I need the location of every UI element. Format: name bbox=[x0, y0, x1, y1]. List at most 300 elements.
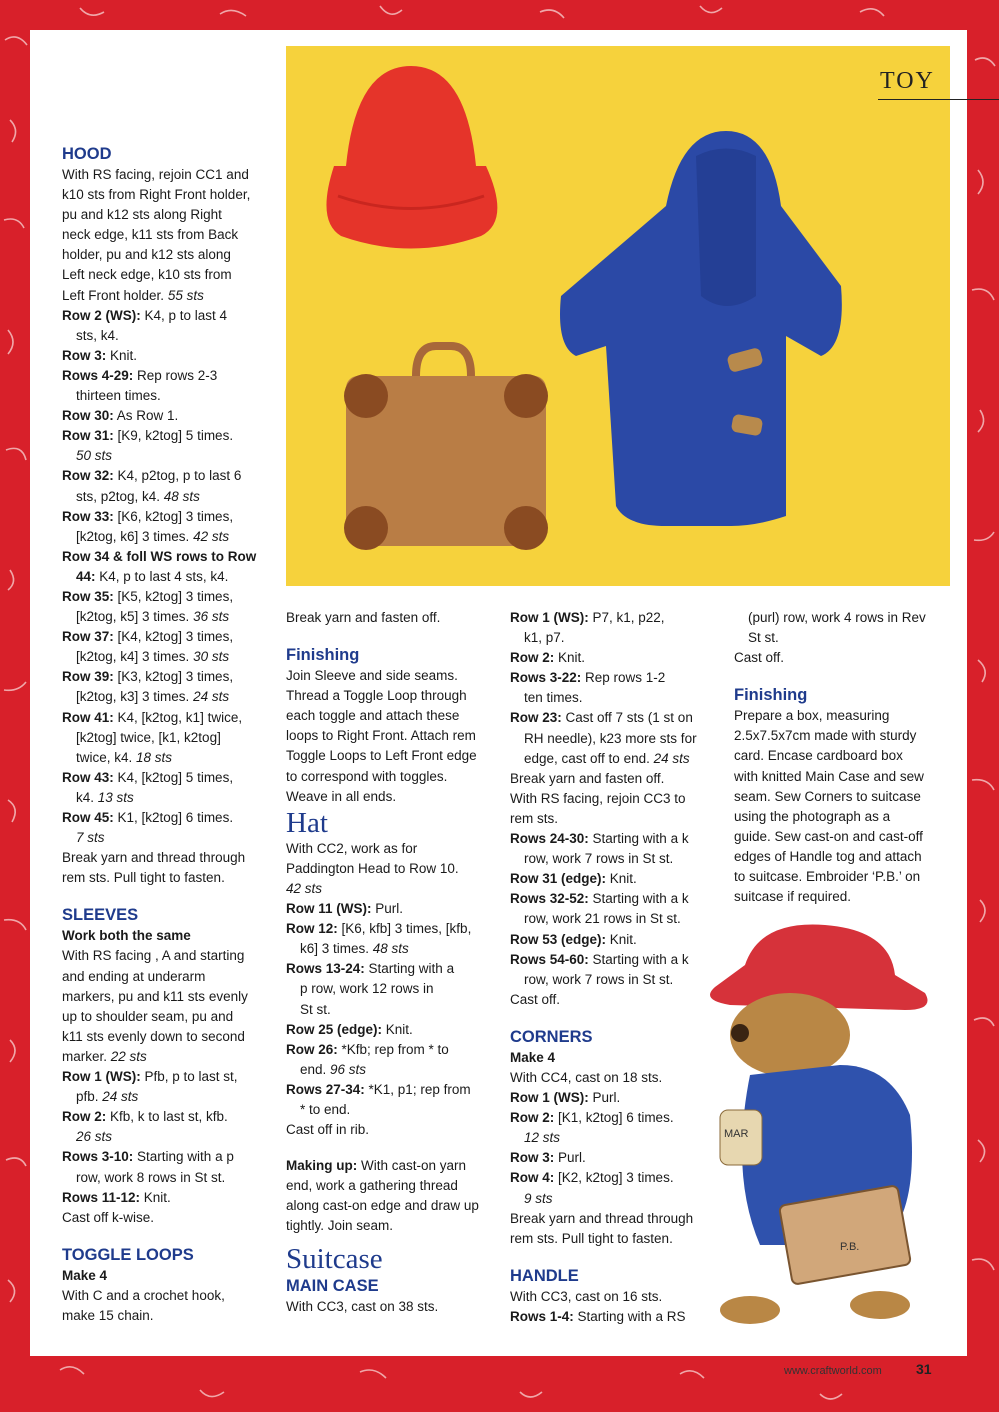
row-text: [K4, k2tog] 3 times, bbox=[113, 629, 234, 645]
row-text: [k2tog, k6] 3 times. bbox=[76, 528, 190, 544]
pattern-line bbox=[734, 767, 944, 787]
pattern-line bbox=[286, 959, 496, 979]
pattern-line bbox=[62, 667, 272, 687]
row-text: Starting with a k bbox=[588, 831, 689, 847]
pattern-line bbox=[62, 647, 272, 667]
pattern-line bbox=[510, 889, 720, 909]
pattern-line bbox=[62, 828, 272, 848]
pattern-line bbox=[510, 1229, 720, 1249]
pattern-line bbox=[510, 1128, 720, 1148]
row-text: markers, pu and k11 sts evenly bbox=[62, 988, 248, 1004]
row-text: With CC3, cast on 38 sts. bbox=[286, 1298, 439, 1314]
pattern-line bbox=[286, 859, 496, 879]
section-heading: HANDLE bbox=[510, 1266, 579, 1285]
row-text: Cast off. bbox=[734, 650, 785, 666]
row-text: p row, work 12 rows in bbox=[300, 981, 434, 997]
row-text: Prepare a box, measuring bbox=[734, 708, 890, 724]
row-label: Row 1 (WS): bbox=[510, 1090, 589, 1106]
section-heading: SLEEVES bbox=[62, 906, 139, 925]
stitch-count: 48 sts bbox=[369, 941, 409, 957]
row-label: Rows 1-4: bbox=[510, 1308, 574, 1324]
pattern-line bbox=[510, 648, 720, 668]
pattern-line bbox=[510, 1088, 720, 1108]
row-text: 2.5x7.5x7cm made with sturdy bbox=[734, 728, 917, 744]
pattern-line bbox=[286, 939, 496, 959]
pattern-line bbox=[286, 899, 496, 919]
pattern-line bbox=[286, 1080, 496, 1100]
row-label: Row 4: bbox=[510, 1170, 555, 1186]
row-text: pfb. bbox=[76, 1089, 99, 1105]
row-text: marker. bbox=[62, 1048, 108, 1064]
pattern-line bbox=[510, 729, 720, 749]
row-text: rem sts. bbox=[510, 810, 559, 826]
pattern-line bbox=[286, 1060, 496, 1080]
pattern-line bbox=[286, 787, 496, 807]
row-label: Rows 32-52: bbox=[510, 891, 589, 907]
pattern-line bbox=[62, 306, 272, 326]
row-text: Starting with a k bbox=[588, 891, 689, 907]
pattern-line bbox=[510, 1209, 720, 1229]
pattern-line bbox=[510, 869, 720, 889]
stitch-count: 55 sts bbox=[164, 287, 204, 303]
row-text: tightly. Join seam. bbox=[286, 1218, 394, 1234]
row-text: sts, p2tog, k4. bbox=[76, 488, 161, 504]
pattern-line bbox=[286, 767, 496, 787]
pattern-line bbox=[510, 950, 720, 970]
pattern-line bbox=[62, 1306, 272, 1326]
row-label: Row 30: bbox=[62, 408, 114, 424]
row-label: Making up: bbox=[286, 1158, 358, 1174]
row-text: row, work 7 rows in St st. bbox=[524, 851, 674, 867]
row-text: Paddington Head to Row 10. bbox=[286, 860, 459, 876]
pattern-line bbox=[734, 608, 944, 628]
pattern-line bbox=[62, 627, 272, 647]
row-text: using the photograph as a bbox=[734, 808, 891, 824]
section-heading: TOGGLE LOOPS bbox=[62, 1245, 194, 1264]
row-label: Row 53 (edge): bbox=[510, 931, 607, 947]
pattern-line bbox=[62, 788, 272, 808]
stitch-count: 36 sts bbox=[189, 609, 230, 625]
pattern-line bbox=[62, 265, 272, 285]
row-text: Join Sleeve and side seams. bbox=[286, 668, 458, 684]
row-text: Cast off. bbox=[510, 991, 561, 1007]
section-heading: CORNERS bbox=[510, 1027, 593, 1046]
row-text: [K6, kfb] 3 times, [kfb, bbox=[337, 921, 472, 937]
pattern-line bbox=[62, 587, 272, 607]
pattern-line bbox=[510, 688, 720, 708]
row-text: rem sts. Pull tight to fasten. bbox=[510, 1230, 673, 1246]
row-text: Starting with a k bbox=[588, 951, 689, 967]
pattern-line bbox=[510, 990, 720, 1010]
spacer bbox=[510, 1010, 720, 1026]
pattern-line bbox=[62, 1067, 272, 1087]
stitch-count: 9 sts bbox=[524, 1190, 553, 1206]
stitch-count: 7 sts bbox=[76, 830, 105, 846]
spacer bbox=[62, 1228, 272, 1244]
pattern-line bbox=[62, 567, 272, 587]
pattern-line bbox=[734, 726, 944, 746]
pattern-line bbox=[286, 919, 496, 939]
stitch-count: 22 sts bbox=[107, 1048, 147, 1064]
row-text: With CC2, work as for bbox=[286, 840, 418, 856]
stitch-count: 96 sts bbox=[326, 1061, 367, 1077]
row-text: *K1, p1; rep from bbox=[364, 1081, 471, 1097]
product-photo bbox=[286, 46, 950, 586]
pattern-line bbox=[62, 527, 272, 547]
row-text: [k2tog, k3] 3 times. bbox=[76, 689, 190, 705]
pattern-line bbox=[62, 386, 272, 406]
pattern-line bbox=[286, 746, 496, 766]
pattern-line bbox=[62, 346, 272, 366]
stitch-count: 18 sts bbox=[132, 749, 173, 765]
section-heading: Finishing bbox=[286, 646, 360, 665]
row-text: With RS facing, rejoin CC3 to bbox=[510, 790, 686, 806]
section-heading: HOOD bbox=[62, 145, 112, 163]
row-text: Knit. bbox=[382, 1021, 413, 1037]
row-label: Rows 27-34: bbox=[286, 1081, 365, 1097]
stitch-count: 42 sts bbox=[286, 880, 323, 896]
pattern-line bbox=[62, 507, 272, 527]
pattern-line bbox=[510, 829, 720, 849]
spacer bbox=[286, 628, 496, 644]
pattern-line bbox=[62, 987, 272, 1007]
pattern-line bbox=[510, 1287, 720, 1307]
row-text: pu and k12 sts along Right bbox=[62, 207, 222, 223]
pattern-line bbox=[62, 708, 272, 728]
row-label: Row 31 (edge): bbox=[510, 871, 607, 887]
pattern-line bbox=[62, 245, 272, 265]
pattern-line bbox=[286, 1196, 496, 1216]
row-text: Rep rows 2-3 bbox=[133, 367, 218, 383]
spacer bbox=[286, 1140, 496, 1156]
pattern-line bbox=[62, 1047, 272, 1067]
row-text: K4, p to last 4 sts, k4. bbox=[95, 568, 229, 584]
pattern-line bbox=[286, 666, 496, 686]
row-label: Row 11 (WS): bbox=[286, 901, 372, 917]
row-text: Rep rows 1-2 bbox=[581, 670, 666, 686]
row-text: row, work 7 rows in St st. bbox=[524, 971, 674, 987]
row-label: Row 1 (WS): bbox=[62, 1069, 141, 1085]
row-text: *Kfb; rep from * to bbox=[337, 1041, 449, 1057]
row-text: k4. bbox=[76, 789, 95, 805]
stitch-count: 26 sts bbox=[76, 1129, 113, 1145]
row-text: With CC4, cast on 18 sts. bbox=[510, 1069, 663, 1085]
row-text: k6] 3 times. bbox=[300, 941, 370, 957]
pattern-line bbox=[510, 668, 720, 688]
pattern-line bbox=[734, 807, 944, 827]
pattern-line bbox=[286, 1297, 496, 1317]
pattern-line bbox=[734, 867, 944, 887]
row-text: thirteen times. bbox=[76, 388, 161, 404]
pattern-column-2 bbox=[286, 608, 496, 1317]
row-label: Row 41: bbox=[62, 709, 114, 725]
pattern-line bbox=[62, 225, 272, 245]
jar-label: MAR bbox=[724, 1128, 749, 1140]
pattern-line bbox=[62, 687, 272, 707]
row-text: Left neck edge, k10 sts from bbox=[62, 267, 232, 283]
row-text: [K9, k2tog] 5 times. bbox=[113, 428, 234, 444]
row-label: Row 1 (WS): bbox=[510, 610, 589, 625]
row-text: As Row 1. bbox=[113, 408, 179, 424]
row-text: * to end. bbox=[300, 1101, 351, 1117]
pattern-line bbox=[62, 446, 272, 466]
row-text: Cast off k-wise. bbox=[62, 1209, 155, 1225]
pattern-line bbox=[510, 789, 720, 809]
row-text: rem sts. Pull tight to fasten. bbox=[62, 870, 225, 886]
row-text: k1, p7. bbox=[524, 630, 565, 646]
row-text: Knit. bbox=[606, 871, 637, 887]
row-label: Row 35: bbox=[62, 588, 114, 604]
row-text: and ending at underarm bbox=[62, 968, 206, 984]
pattern-column-3 bbox=[510, 608, 720, 1327]
row-label: Rows 3-22: bbox=[510, 670, 582, 686]
bold-line: Row 34 & foll WS rows to Row bbox=[62, 548, 257, 564]
pattern-line bbox=[62, 1188, 272, 1208]
row-text: With RS facing, rejoin CC1 and bbox=[62, 167, 249, 182]
pattern-line bbox=[734, 887, 944, 907]
pattern-line bbox=[62, 1127, 272, 1147]
row-label: 44: bbox=[76, 568, 96, 584]
row-text: K4, [k2tog] 5 times, bbox=[113, 769, 234, 785]
pattern-line bbox=[62, 1147, 272, 1167]
row-text: Toggle Loops to Left Front edge bbox=[286, 748, 477, 764]
pattern-line bbox=[510, 1148, 720, 1168]
pattern-line bbox=[62, 1087, 272, 1107]
pattern-line bbox=[62, 946, 272, 966]
pattern-line bbox=[62, 286, 272, 306]
row-text: With CC3, cast on 16 sts. bbox=[510, 1288, 663, 1304]
paddington-illustration bbox=[690, 915, 960, 1335]
row-label: Rows 13-24: bbox=[286, 961, 365, 977]
pattern-line bbox=[510, 1168, 720, 1188]
pattern-line bbox=[286, 726, 496, 746]
row-label: Row 39: bbox=[62, 669, 114, 685]
pattern-line bbox=[286, 1120, 496, 1140]
row-text: Knit. bbox=[140, 1189, 171, 1205]
row-label: Row 26: bbox=[286, 1041, 338, 1057]
row-label: Row 3: bbox=[62, 347, 107, 363]
row-label: Row 37: bbox=[62, 629, 114, 645]
row-text: k11 sts evenly down to second bbox=[62, 1028, 245, 1044]
section-title: Hat bbox=[286, 806, 328, 839]
row-text: [k2tog] twice, [k1, k2tog] bbox=[76, 729, 221, 745]
pattern-line bbox=[286, 1156, 496, 1176]
row-text: to correspond with toggles. bbox=[286, 768, 448, 784]
pattern-line bbox=[286, 879, 496, 899]
row-label: Row 31: bbox=[62, 428, 114, 444]
page-number: 31 bbox=[916, 1361, 932, 1377]
pattern-line bbox=[62, 487, 272, 507]
pattern-line bbox=[62, 728, 272, 748]
row-label: Rows 3-10: bbox=[62, 1149, 134, 1165]
row-text: k10 sts from Right Front holder, bbox=[62, 187, 251, 203]
bold-line: Work both the same bbox=[62, 928, 191, 944]
pattern-line bbox=[510, 769, 720, 789]
pattern-line bbox=[62, 748, 272, 768]
row-text: Break yarn and fasten off. bbox=[286, 610, 441, 625]
row-text: up to shoulder seam, pu and bbox=[62, 1008, 234, 1024]
stitch-count: 13 sts bbox=[94, 789, 134, 805]
stitch-count: 24 sts bbox=[649, 750, 690, 766]
row-label: Row 33: bbox=[62, 508, 114, 524]
row-label: Row 23: bbox=[510, 710, 562, 726]
pattern-line bbox=[62, 466, 272, 486]
row-text: to suitcase. Embroider ‘P.B.’ on bbox=[734, 869, 921, 885]
row-label: Row 43: bbox=[62, 769, 114, 785]
pattern-line bbox=[510, 930, 720, 950]
section-heading: MAIN CASE bbox=[286, 1276, 379, 1295]
section-tag: TOY bbox=[880, 68, 935, 94]
footer-url: www.craftworld.com bbox=[784, 1365, 882, 1377]
pattern-line bbox=[286, 1020, 496, 1040]
row-text: Cast off 7 sts (1 st on bbox=[561, 710, 693, 726]
pattern-line bbox=[286, 839, 496, 859]
bold-line: Make 4 bbox=[62, 1267, 108, 1283]
section-tag-rule bbox=[878, 99, 999, 100]
row-text: edges of Handle tog and attach bbox=[734, 848, 922, 864]
row-text: Cast off in rib. bbox=[286, 1122, 370, 1138]
row-text: K4, p to last 4 bbox=[140, 307, 228, 323]
row-text: along cast-on edge and draw up bbox=[286, 1198, 479, 1214]
row-text: [K5, k2tog] 3 times, bbox=[113, 588, 234, 604]
row-text: each toggle and attach these bbox=[286, 708, 460, 724]
row-text: RH needle), k23 more sts for bbox=[524, 730, 697, 746]
case-label: P.B. bbox=[840, 1241, 860, 1253]
row-text: with knitted Main Case and sew bbox=[734, 768, 924, 784]
row-text: With cast-on yarn bbox=[357, 1158, 467, 1174]
pattern-line bbox=[510, 749, 720, 769]
row-label: Row 2: bbox=[510, 650, 555, 666]
row-text: edge, cast off to end. bbox=[524, 750, 650, 766]
pattern-line bbox=[286, 1216, 496, 1236]
pattern-line bbox=[62, 868, 272, 888]
pattern-line bbox=[62, 205, 272, 225]
pattern-line bbox=[510, 849, 720, 869]
row-text: Starting with a RS bbox=[573, 1308, 686, 1324]
pattern-line bbox=[734, 706, 944, 726]
row-text: Knit. bbox=[606, 931, 637, 947]
row-text: seam. Sew Corners to suitcase bbox=[734, 788, 921, 804]
pattern-line bbox=[510, 909, 720, 929]
pattern-line bbox=[734, 648, 944, 668]
suitcase-image bbox=[344, 346, 548, 550]
row-text: suitcase if required. bbox=[734, 889, 852, 905]
row-text: St st. bbox=[748, 630, 779, 646]
row-text: [K2, k2tog] 3 times. bbox=[554, 1170, 674, 1186]
pattern-line bbox=[62, 426, 272, 446]
row-label: Rows 54-60: bbox=[510, 951, 589, 967]
row-text: row, work 21 rows in St st. bbox=[524, 911, 681, 927]
stitch-count: 30 sts bbox=[189, 649, 230, 665]
row-label: Rows 4-29: bbox=[62, 367, 134, 383]
row-text: St st. bbox=[300, 1001, 331, 1017]
pattern-line bbox=[62, 607, 272, 627]
pattern-line bbox=[734, 847, 944, 867]
spacer bbox=[510, 1249, 720, 1265]
row-label: Row 3: bbox=[510, 1150, 555, 1166]
row-text: twice, k4. bbox=[76, 749, 133, 765]
row-label: Rows 24-30: bbox=[510, 831, 589, 847]
row-text: card. Encase cardboard box bbox=[734, 748, 903, 764]
pattern-line bbox=[62, 326, 272, 346]
pattern-line bbox=[62, 406, 272, 426]
spacer bbox=[62, 888, 272, 904]
row-text: end. bbox=[300, 1061, 327, 1077]
row-text: Starting with a p bbox=[133, 1149, 234, 1165]
row-text: K4, [k2tog, k1] twice, bbox=[113, 709, 243, 725]
row-text: Knit. bbox=[106, 347, 138, 363]
row-text: With C and a crochet hook, bbox=[62, 1287, 225, 1303]
pattern-line bbox=[62, 1168, 272, 1188]
spacer bbox=[734, 668, 944, 684]
row-label: Row 2: bbox=[510, 1110, 555, 1126]
pattern-line bbox=[734, 827, 944, 847]
row-text: make 15 chain. bbox=[62, 1307, 154, 1323]
row-text: Break yarn and thread through bbox=[62, 850, 246, 866]
section-title: Suitcase bbox=[286, 1242, 383, 1275]
pattern-line bbox=[510, 1307, 720, 1327]
row-text: Purl. bbox=[554, 1150, 586, 1166]
pattern-line bbox=[62, 1027, 272, 1047]
stitch-count: 48 sts bbox=[160, 488, 200, 504]
row-text: Thread a Toggle Loop through bbox=[286, 688, 467, 704]
row-text: K1, [k2tog] 6 times. bbox=[113, 810, 234, 825]
row-label: Row 25 (edge): bbox=[286, 1021, 383, 1037]
row-text: P7, k1, p22, bbox=[588, 610, 665, 625]
pattern-line bbox=[62, 366, 272, 386]
pattern-line bbox=[286, 1000, 496, 1020]
row-text: [K1, k2tog] 6 times. bbox=[554, 1110, 674, 1126]
row-text: neck edge, k11 sts from Back bbox=[62, 227, 239, 243]
pattern-line bbox=[286, 686, 496, 706]
pattern-line bbox=[62, 1007, 272, 1027]
row-label: Row 32: bbox=[62, 468, 114, 484]
row-text: [k2tog, k5] 3 times. bbox=[76, 609, 190, 625]
pattern-line bbox=[510, 1108, 720, 1128]
row-label: Row 45: bbox=[62, 810, 114, 825]
pattern-line bbox=[62, 967, 272, 987]
row-text: ten times. bbox=[524, 690, 583, 706]
pattern-line bbox=[62, 1208, 272, 1228]
pattern-line bbox=[286, 1176, 496, 1196]
row-text: holder, pu and k12 sts along bbox=[62, 247, 231, 263]
pattern-line bbox=[62, 848, 272, 868]
stitch-count: 24 sts bbox=[98, 1089, 139, 1105]
row-text: Purl. bbox=[588, 1090, 621, 1106]
row-text: Kfb, k to last st, kfb. bbox=[106, 1109, 228, 1125]
pattern-line bbox=[510, 1068, 720, 1088]
row-text: Pfb, p to last st, bbox=[140, 1069, 238, 1085]
row-text: [K6, k2tog] 3 times, bbox=[113, 508, 234, 524]
pattern-line bbox=[286, 706, 496, 726]
row-label: Row 12: bbox=[286, 921, 338, 937]
stitch-count: 42 sts bbox=[189, 528, 230, 544]
row-label: Rows 11-12: bbox=[62, 1189, 141, 1205]
row-label: Row 2: bbox=[62, 1109, 107, 1125]
pattern-line bbox=[510, 970, 720, 990]
pattern-column-1 bbox=[62, 143, 272, 1326]
row-text: sts, k4. bbox=[76, 327, 119, 343]
row-text: Starting with a bbox=[364, 961, 455, 977]
pattern-line bbox=[286, 1100, 496, 1120]
pattern-line bbox=[510, 628, 720, 648]
pattern-line bbox=[286, 608, 496, 628]
row-text: Break yarn and thread through bbox=[510, 1210, 694, 1226]
row-text: guide. Sew cast-on and cast-off bbox=[734, 828, 923, 844]
pattern-line bbox=[510, 1189, 720, 1209]
pattern-line bbox=[62, 1286, 272, 1306]
row-text: (purl) row, work 4 rows in Rev bbox=[748, 610, 926, 625]
